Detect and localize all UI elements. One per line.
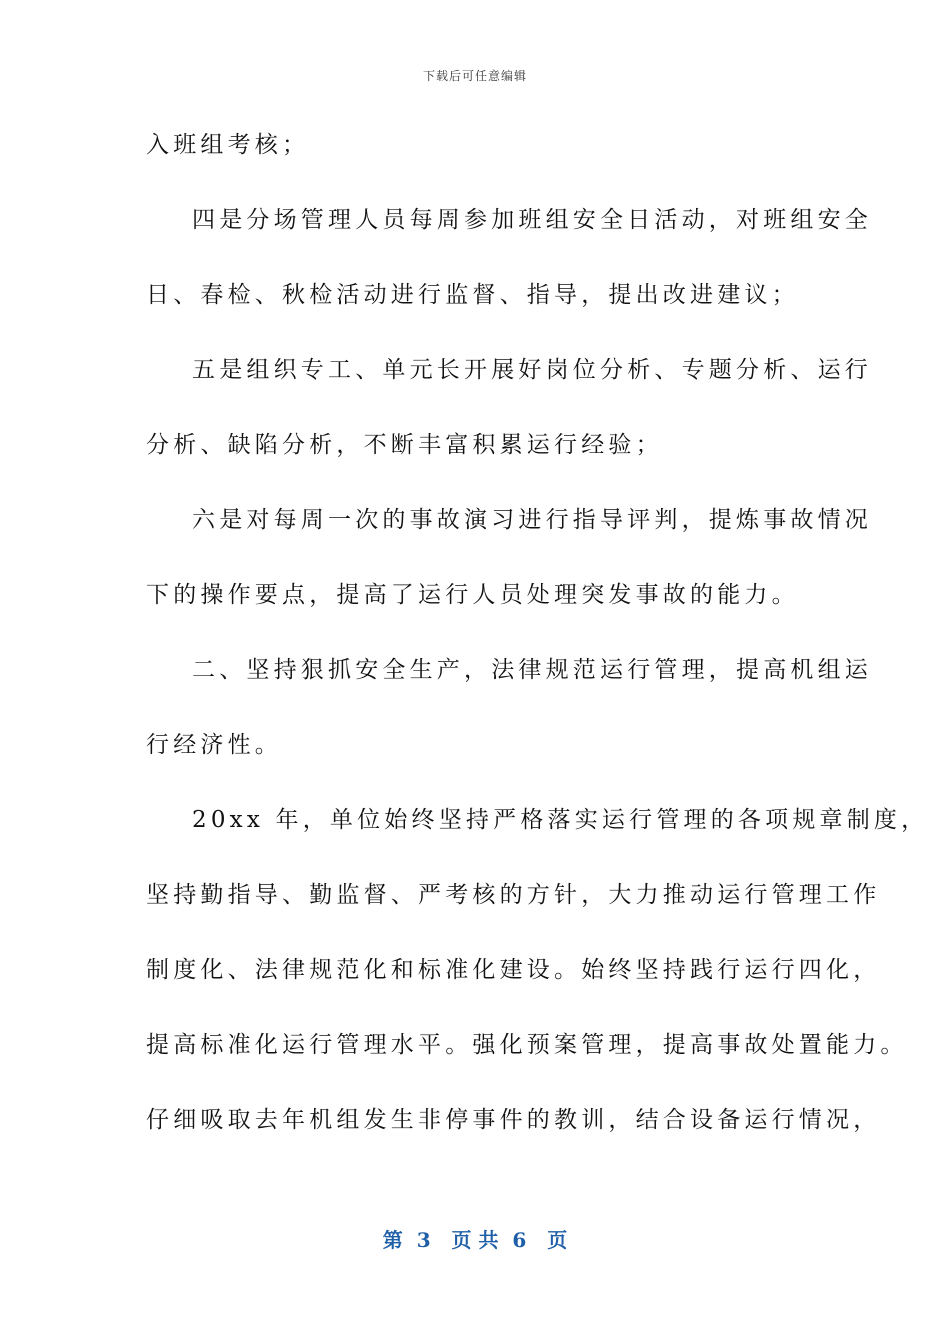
body-line: 仔细吸取去年机组发生非停事件的教训，结合设备运行情况，	[146, 1107, 881, 1133]
body-line: 入班组考核；	[146, 132, 310, 158]
section-heading-line: 行经济性。	[146, 732, 282, 758]
body-line: 下的操作要点，提高了运行人员处理突发事故的能力。	[146, 582, 799, 608]
body-line: 20xx 年，单位始终坚持严格落实运行管理的各项规章制度，	[192, 807, 929, 833]
body-line: 分析、缺陷分析，不断丰富积累运行经验；	[146, 432, 663, 458]
body-line: 五是组织专工、单元长开展好岗位分析、专题分析、运行	[192, 357, 872, 383]
body-line: 六是对每周一次的事故演习进行指导评判，提炼事故情况	[192, 507, 872, 533]
section-heading-line: 二、坚持狠抓安全生产，法律规范运行管理，提高机组运	[192, 657, 872, 683]
body-line: 制度化、法律规范化和标准化建设。始终坚持践行运行四化，	[146, 957, 881, 983]
body-line: 日、春检、秋检活动进行监督、指导，提出改进建议；	[146, 282, 799, 308]
body-line: 四是分场管理人员每周参加班组安全日活动，对班组安全	[192, 207, 872, 233]
page-number-footer: 第 3 页 共 6 页	[382, 1228, 568, 1252]
body-line: 坚持勤指导、勤监督、严考核的方针，大力推动运行管理工作	[146, 882, 881, 908]
header-note: 下载后可任意编辑	[422, 69, 527, 83]
document-body	[146, 120, 929, 1170]
body-line: 提高标准化运行管理水平。强化预案管理，提高事故处置能力。	[146, 1032, 908, 1058]
